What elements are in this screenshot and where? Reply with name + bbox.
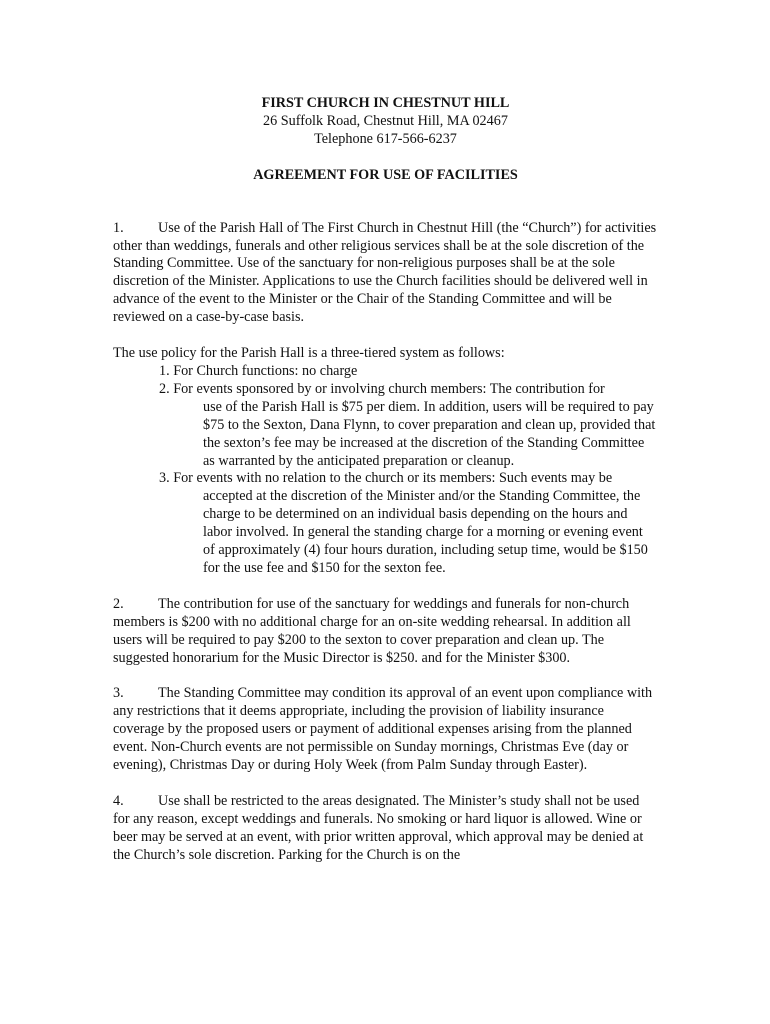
section-3-number: 3. [113,685,124,702]
policy-tier-3-lead: 3. For events with no relation to the church or its members: Such events may be [159,470,613,487]
policy-tier-3-body: accepted at the discretion of the Minister and/or the Standing Committee, the charge to be determined on an individual basis depending on the hours and labor involved. In general the standing charge for a morning or evening event of approximately (4) four hours duration, including setup time, would be $150 for the use fee and $150 for the sexton fee. [203,488,648,576]
policy-intro: The use policy for the Parish Hall is a three-tiered system as follows: [113,345,505,362]
section-4-number: 4. [113,793,124,809]
agreement-title: AGREEMENT FOR USE OF FACILITIES [253,166,518,183]
section-1-text: Use of the Parish Hall of The First Church in Chestnut Hill (the “Church”) for activities other than weddings, funerals and other religious services shall be at the sole discretion of the Standing Committee. Use of the sanctuary for non-religious purposes shall be at the sole discretion of the Minister. Applications to use the Church facilities should be delivered well in advance of the event to the Minister or the Chair of the Standing Committee and will be reviewed on a case-by-case basis. [113,219,657,326]
section-1-number: 1. [113,219,124,236]
document-page [113,95,658,865]
org-address: 26 Suffolk Road, Chestnut Hill, MA 02467 [263,112,508,129]
section-1 [113,220,658,327]
section-2 [113,596,658,668]
section-2-number: 2. [113,595,124,612]
policy-tier-2-lead: 2. For events sponsored by or involving church members: The contribution for [159,380,605,397]
section-3-text: The Standing Committee may condition its approval of an event upon compliance with any restrictions that it deems appropriate, including the provision of liability insurance coverage by the proposed users or payment of additional expenses arising from the planned event. Non-Church events are not permissible on Sunday mornings, Christmas Eve (day or evening), Christmas Day or during Holy Week (from Palm Sunday through Easter). [113,685,653,774]
org-name: FIRST CHURCH IN CHESTNUT HILL [261,95,510,111]
section-4 [113,793,658,865]
org-telephone: Telephone 617-566-6237 [314,130,457,147]
policy-tier-2-body: use of the Parish Hall is $75 per diem. In addition, users will be required to pay $75 to the Sexton, Dana Flynn, to cover preparation and clean up, provided that the sexton’s fee may be increased at the discretion of the Standing Committee as warranted by the anticipated preparation or cleanup. [203,398,656,469]
letterhead [113,95,658,149]
section-3 [113,685,658,775]
section-2-text: The contribution for use of the sanctuary for weddings and funerals for non-church members is $200 with no additional charge for an on-site wedding rehearsal. In addition all users will be required to pay $200 to the sexton to cover preparation and clean up. The suggested honorarium for the Music Director is $250. and for the Minister $300. [113,595,631,666]
section-4-text: Use shall be restricted to the areas designated. The Minister’s study shall not be used for any reason, except weddings and funerals. No smoking or hard liquor is allowed. Wine or beer may be served at an event, with prior written approval, which approval may be denied at the Church’s sole discretion. Parking for the Church is on the [113,793,644,863]
policy-tier-1: 1. For Church functions: no charge [159,362,358,379]
